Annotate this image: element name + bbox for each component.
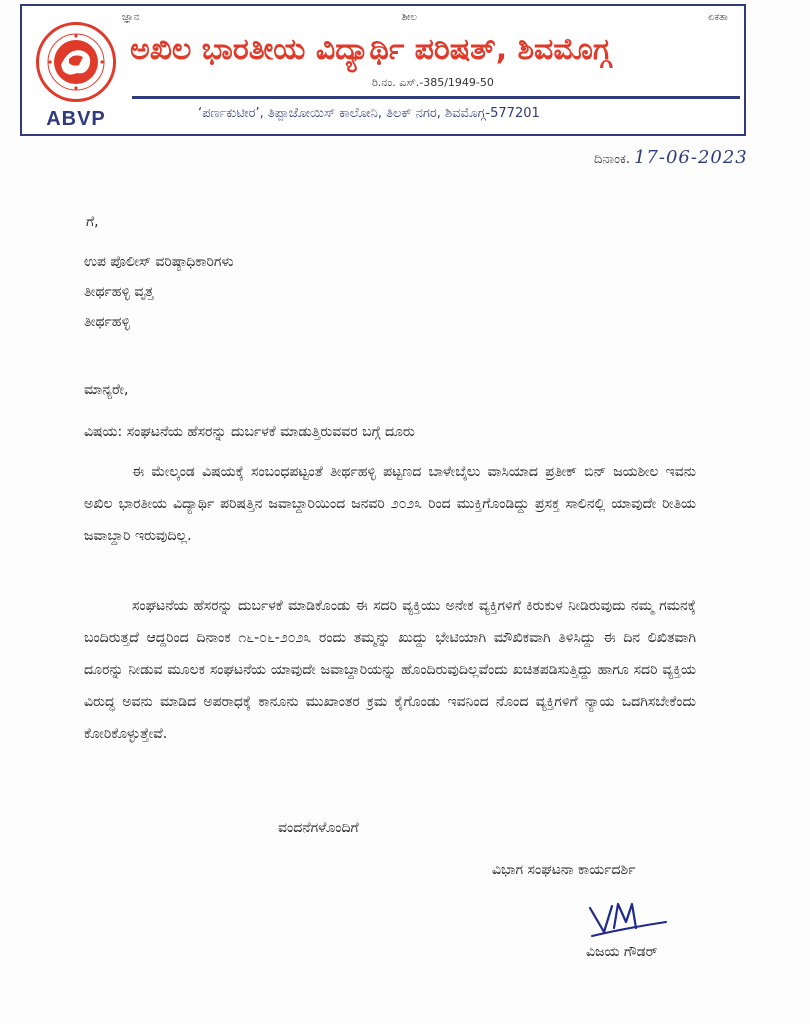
motto-gnana: ಜ್ಞಾನ — [122, 12, 140, 23]
motto-sheela: ಶೀಲ — [402, 12, 417, 23]
organization-address: ‘ಪರ್ಣಕುಟೀರ’, ತಿಪ್ಪಾಜೋಯಿಸ್ ಕಾಲೋನಿ, ತಿಲಕ್ ನಗರ, ಶಿವಮೊಗ್ಗ-577201 — [198, 106, 540, 121]
date-line: ದಿನಾಂಕ. 17-06-2023 — [594, 147, 748, 168]
subject-line: ವಿಷಯ: ಸಂಘಟನೆಯ ಹೆಸರನ್ನು ದುರ್ಬಳಕೆ ಮಾಡುತ್ತಿರುವವರ ಬಗ್ಗೆ ದೂರು — [84, 424, 415, 440]
closing: ವಂದನೆಗಳೊಂದಿಗೆ — [278, 820, 359, 836]
handwritten-signature-icon — [586, 898, 670, 942]
recipient-line-2: ತೀರ್ಥಹಳ್ಳಿ ವೃತ್ತ — [84, 284, 154, 300]
motto-ekata: ಏಕತಾ — [708, 12, 728, 23]
date-label: ದಿನಾಂಕ — [594, 152, 626, 167]
organization-name: ಅಖಿಲ ಭಾರತೀಯ ವಿದ್ಯಾರ್ಥಿ ಪರಿಷತ್, ಶಿವಮೊಗ್ಗ — [130, 32, 611, 67]
logo-text: ABVP — [46, 108, 106, 130]
salutation: ಮಾನ್ಯರೇ, — [84, 382, 129, 398]
abvp-emblem-icon — [36, 22, 116, 102]
body-paragraph-2: ಸಂಘಟನೆಯ ಹೆಸರನ್ನು ದುರ್ಬಳಕೆ ಮಾಡಿಕೊಂಡು ಈ ಸದರಿ ವ್ಯಕ್ತಿಯು ಅನೇಕ ವ್ಯಕ್ತಿಗಳಿಗೆ ಕಿರುಕುಳ ನೀಡಿರುವುದು ನಮ್ಮ ಗಮನಕ್ಕೆ ಬಂದಿರುತ್ತದೆ ಆದ್ದರಿಂದ ದಿನಾಂಕ ೧೬-೦೬-೨೦೨೩ ರಂದು ತಮ್ಮನ್ನು ಖುದ್ದು ಭೇಟಿಯಾಗಿ ಮೌಖಿಕವಾಗಿ ತಿಳಿಸಿದ್ದು ಈ ದಿನ ಲಿಖಿತವಾಗಿ ದೂರನ್ನು ನೀಡುವ ಮೂಲಕ ಸಂಘಟನೆಯ ಯಾವುದೇ ಜವಾಬ್ದಾರಿಯನ್ನು ಹೊಂದಿರುವುದಿಲ್ಲವೆಂದು ಖಚಿತಪಡಿಸುತ್ತಿದ್ದು ಹಾಗೂ ಸದರಿ ವ್ಯಕ್ತಿಯ ವಿರುದ್ಧ ಅವನು ಮಾಡಿದ ಅಪರಾಧಕ್ಕೆ ಕಾನೂನು ಮುಖಾಂತರ ಕ್ರಮ ಕೈಗೊಂಡು ಇವನಿಂದ ನೊಂದ ವ್ಯಕ್ತಿಗಳಿಗೆ ನ್ಯಾಯ ಒದಗಿಸಬೇಕೆಂದು ಕೋರಿಕೊಳ್ಳುತ್ತೇವೆ. — [84, 598, 696, 742]
signatory-name: ವಿಜಯ ಗೌಡರ್ — [586, 944, 658, 960]
signatory-designation: ವಿಭಾಗ ಸಂಘಟನಾ ಕಾರ್ಯದರ್ಶಿ — [492, 862, 636, 878]
recipient-line-1: ಉಪ ಪೊಲೀಸ್ ವರಿಷ್ಠಾಧಿಕಾರಿಗಳು — [84, 254, 234, 270]
letterhead-rule — [132, 96, 740, 99]
logo — [30, 20, 122, 132]
registration-number: ರಿ.ನಂ. ಎಸ್.-385/1949-50 — [372, 76, 494, 89]
date-value: 17-06-2023 — [633, 147, 748, 168]
recipient-line-3: ತೀರ್ಥಹಳ್ಳಿ — [84, 314, 130, 330]
body-paragraph-1: ಈ ಮೇಲ್ಕಂಡ ವಿಷಯಕ್ಕೆ ಸಂಬಂಧಪಟ್ಟಂತೆ ತೀರ್ಥಹಳ್ಳಿ ಪಟ್ಟಣದ ಬಾಳೇಬೈಲು ವಾಸಿಯಾದ ಪ್ರತೀಕ್ ಬಿನ್ ಜಯಶೀಲ ಇವನು ಅಖಿಲ ಭಾರತೀಯ ವಿದ್ಯಾರ್ಥಿ ಪರಿಷತ್ತಿನ ಜವಾಬ್ದಾರಿಯಿಂದ ಜನವರಿ ೨೦೨೩ ರಿಂದ ಮುಕ್ತಿಗೊಂಡಿದ್ದು ಪ್ರಸಕ್ತ ಸಾಲಿನಲ್ಲಿ ಯಾವುದೇ ರೀತಿಯ ಜವಾಬ್ದಾರಿ ಇರುವುದಿಲ್ಲ. — [84, 464, 696, 544]
recipient-to: ಗೆ, — [86, 214, 99, 230]
letterhead — [20, 4, 746, 136]
